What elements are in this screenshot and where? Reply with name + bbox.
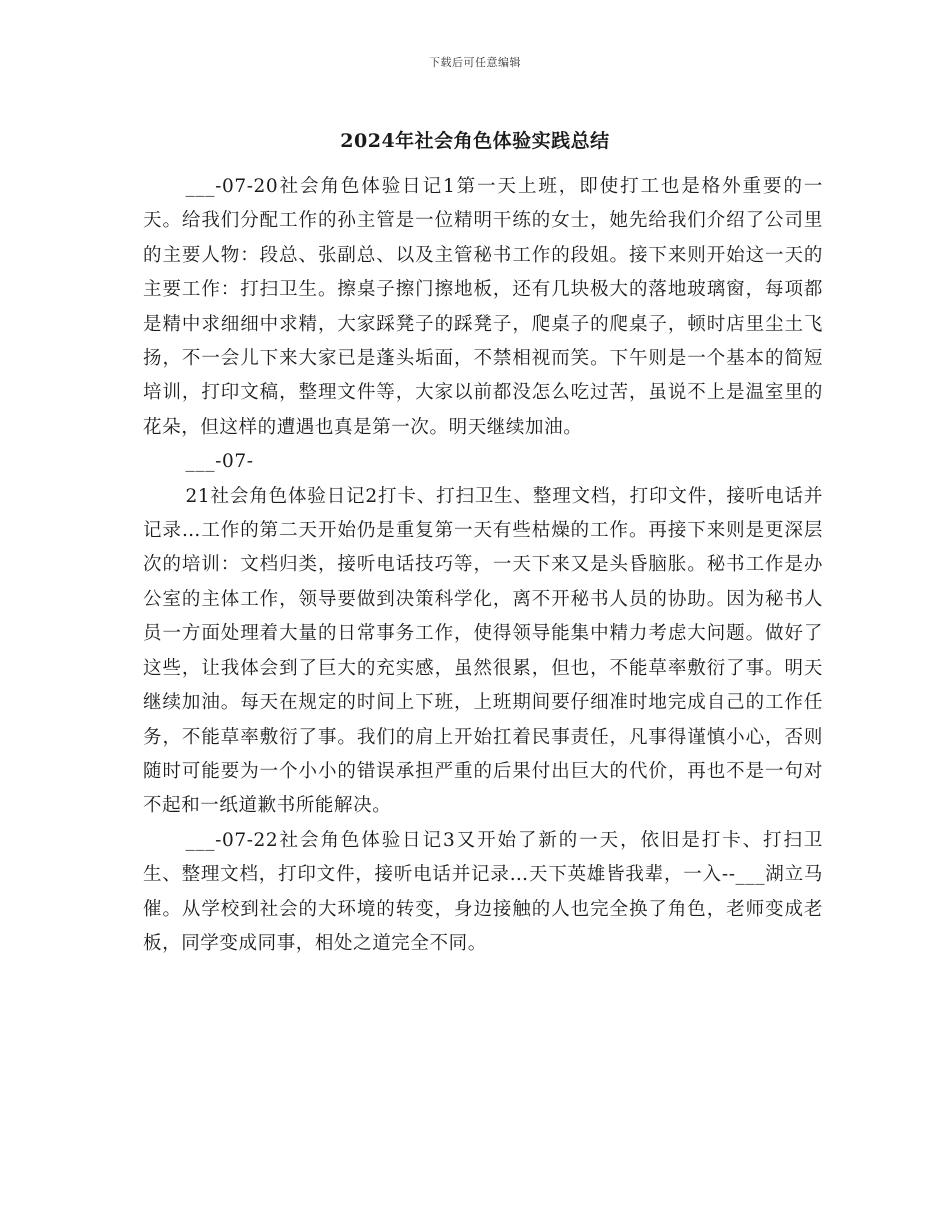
- document-body: [143, 170, 823, 961]
- header-note: 下载后可任意编辑: [429, 56, 521, 69]
- document-title: 2024年社会角色体验实践总结: [340, 130, 610, 152]
- paragraph-diary-3: ___-07-22社会角色体验日记3又开始了新的一天，依旧是打卡、打扫卫生、整理文档，打印文件，接听电话并记录…天下英雄皆我辈，一入--___湖立马催。从学校到社会的大环境的转变，身边接触的人也完全换了角色，老师变成老板，同学变成同事，相处之道完全不同。: [143, 829, 823, 954]
- paragraph-date-fragment: ___-07-: [185, 451, 254, 473]
- paragraph-diary-2: 21社会角色体验日记2打卡、打扫卫生、整理文档，打印文件，接听电话并记录…工作的第二天开始仍是重复第一天有些枯燥的工作。再接下来则是更深层次的培训：文档归类，接听电话技巧等，一天下来又是头昏脑胀。秘书工作是办公室的主体工作，领导要做到决策科学化，离不开秘书人员的协助。因为秘书人员一方面处理着大量的日常事务工作，使得领导能集中精力考虑大问题。做好了这些，让我体会到了巨大的充实感，虽然很累，但也，不能草率敷衍了事。明天继续加油。每天在规定的时间上下班，上班期间要仔细准时地完成自己的工作任务，不能草率敷衍了事。我们的肩上开始扛着民事责任，凡事得谨慎小心，否则随时可能要为一个小小的错误承担严重的后果付出巨大的代价，再也不是一句对不起和一纸道歉书所能解决。: [143, 485, 823, 817]
- paragraph-diary-1: ___-07-20社会角色体验日记1第一天上班，即使打工也是格外重要的一天。给我们分配工作的孙主管是一位精明干练的女士，她先给我们介绍了公司里的主要人物：段总、张副总、以及主管秘书工作的段姐。接下来则开始这一天的主要工作：打扫卫生。擦桌子擦门擦地板，还有几块极大的落地玻璃窗，每项都是精中求细细中求精，大家踩凳子的踩凳子，爬桌子的爬桌子，顿时店里尘土飞扬，不一会儿下来大家已是蓬头垢面，不禁相视而笑。下午则是一个基本的简短培训，打印文稿，整理文件等，大家以前都没怎么吃过苦，虽说不上是温室里的花朵，但这样的遭遇也真是第一次。明天继续加油。: [143, 176, 823, 438]
